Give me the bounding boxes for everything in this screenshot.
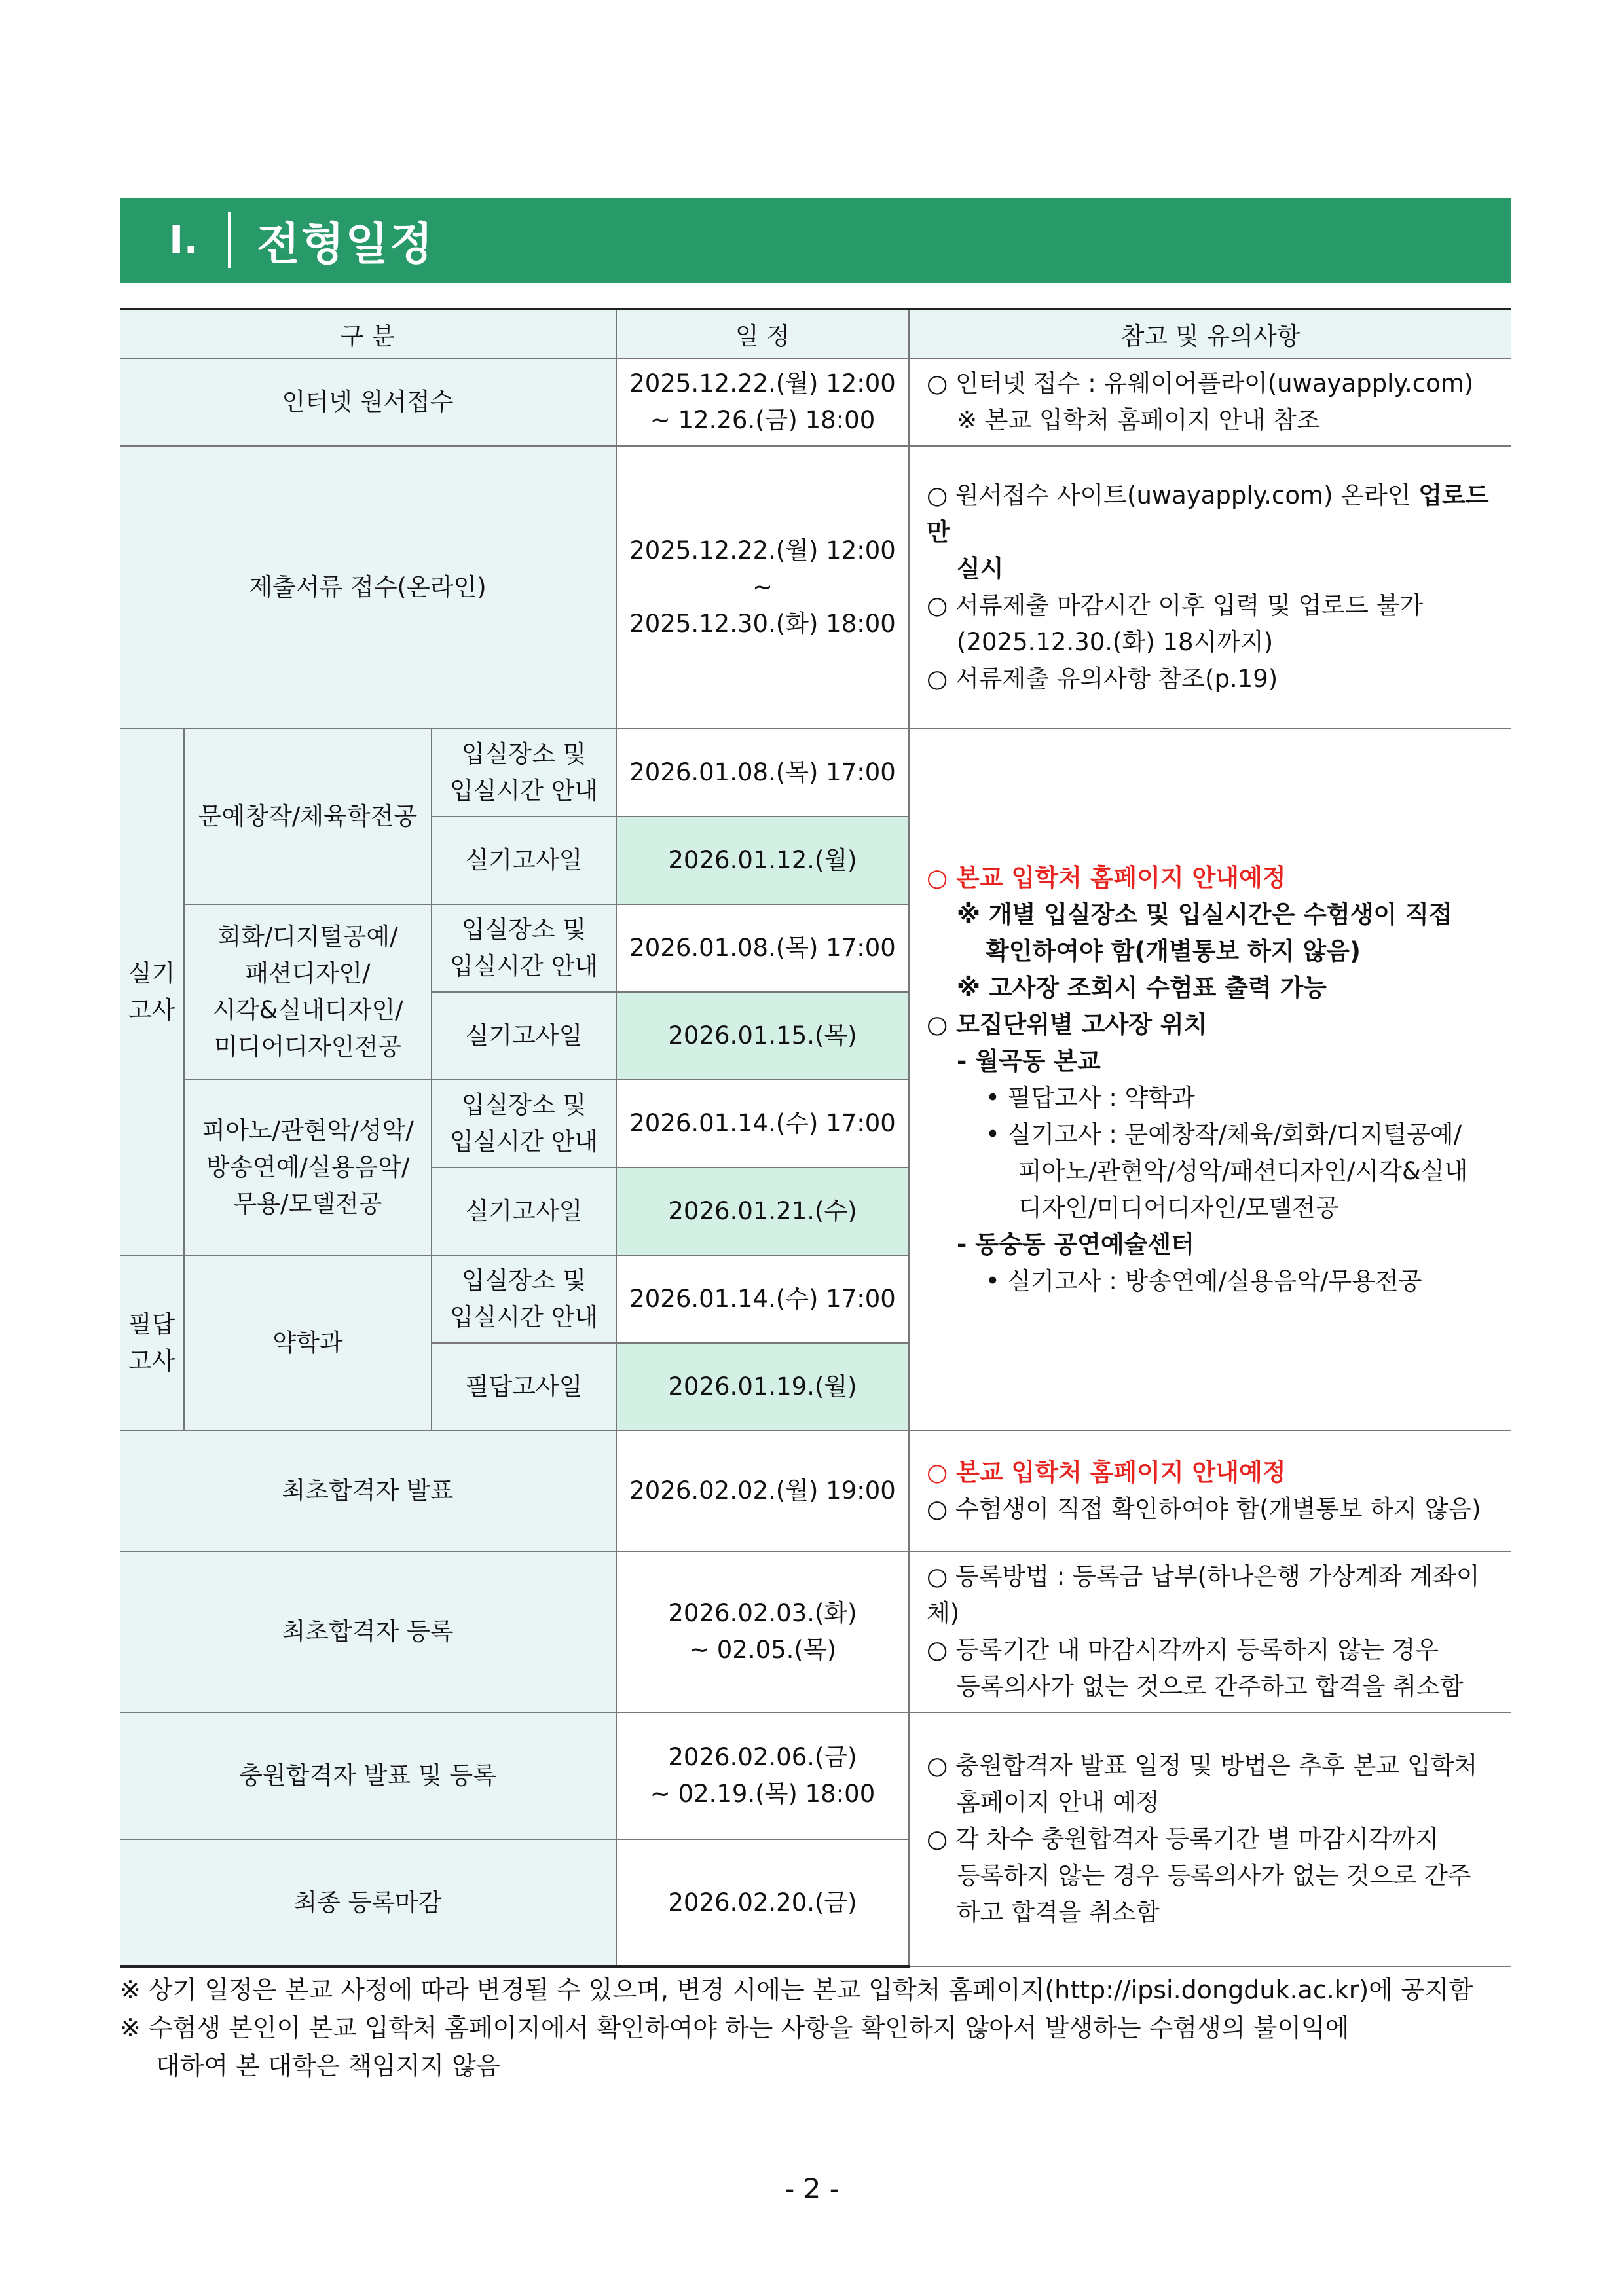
major-group-3: 피아노/관현악/성악/ 방송연예/실용음악/ 무용/모델전공 (184, 1080, 432, 1255)
docs-notes: ○ 원서접수 사이트(uwayapply.com) 온라인 업로드만 실시 ○ 서류제출 마감시간 이후 입력 및 업로드 불가 (2025.12.30.(화) 18시까지) ○ 서류제출 유의사항 참조(p.19) (909, 446, 1511, 729)
docs-label: 제출서류 접수(온라인) (120, 446, 616, 729)
page-number: - 2 - (784, 2173, 840, 2205)
footnote-2: ※ 수험생 본인이 본교 입학처 홈페이지에서 확인하여야 하는 사항을 확인하지 않아서 발생하는 수험생의 불이익에 (120, 2013, 1350, 2042)
section-title: 전형일정 (257, 218, 434, 270)
waitlist-schedule: 2026.02.06.(금) ~ 02.19.(목) 18:00 (616, 1712, 909, 1839)
final-deadline-schedule: 2026.02.20.(금) (616, 1839, 909, 1966)
waitlist-label: 충원합격자 발표 및 등록 (120, 1712, 616, 1839)
practical-day-label: 실기고사일 (432, 1167, 616, 1255)
footnotes (120, 1971, 1521, 2085)
written-exam-group: 필답 고사 (120, 1255, 184, 1431)
table-row (120, 729, 1511, 817)
g3-room-date: 2026.01.14.(수) 17:00 (616, 1080, 909, 1167)
g2-room-date: 2026.01.08.(목) 17:00 (616, 904, 909, 992)
footnote-1: ※ 상기 일정은 본교 사정에 따라 변경될 수 있으며, 변경 시에는 본교 입학처 홈페이지(http://ipsi.dongduk.ac.kr)에 공지함 (120, 1975, 1473, 2004)
practical-exam-group: 실기 고사 (120, 729, 184, 1255)
g4-room-date: 2026.01.14.(수) 17:00 (616, 1255, 909, 1343)
section-header (120, 198, 1511, 283)
final-deadline-label: 최종 등록마감 (120, 1839, 616, 1966)
g3-exam-date: 2026.01.21.(수) (616, 1167, 909, 1255)
internet-notes: ○ 인터넷 접수 : 유웨이어플라이(uwayapply.com) ※ 본교 입학처 홈페이지 안내 참조 (909, 358, 1511, 446)
major-group-1: 문예창작/체육학전공 (184, 729, 432, 904)
practical-day-label: 실기고사일 (432, 992, 616, 1080)
g4-exam-date: 2026.01.19.(월) (616, 1343, 909, 1431)
section-divider (228, 212, 231, 268)
g1-exam-date: 2026.01.12.(월) (616, 817, 909, 904)
final-announce-notes: ○ 본교 입학처 홈페이지 안내예정 ○ 수험생이 직접 확인하여야 함(개별통보 하지 않음) (909, 1431, 1511, 1551)
practical-day-label: 실기고사일 (432, 817, 616, 904)
g2-exam-date: 2026.01.15.(목) (616, 992, 909, 1080)
g1-room-date: 2026.01.08.(목) 17:00 (616, 729, 909, 817)
table-row (120, 1551, 1511, 1712)
header-notes: 참고 및 유의사항 (909, 309, 1511, 358)
table-row (120, 1712, 1511, 1839)
section-number: Ⅰ. (169, 217, 199, 263)
final-register-schedule: 2026.02.03.(화) ~ 02.05.(목) (616, 1551, 909, 1712)
waitlist-notes: ○ 충원합격자 발표 일정 및 방법은 추후 본교 입학처 홈페이지 안내 예정 ○ 각 차수 충원합격자 등록기간 별 마감시각까지 등록하지 않는 경우 등록의사가 없는 것으로 간주 하고 합격을 취소함 (909, 1712, 1511, 1966)
written-day-label: 필답고사일 (432, 1343, 616, 1431)
final-announce-label: 최초합격자 발표 (120, 1431, 616, 1551)
schedule-table (120, 308, 1511, 1968)
room-info-label: 입실장소 및 입실시간 안내 (432, 729, 616, 817)
table-row (120, 446, 1511, 729)
internet-label: 인터넷 원서접수 (120, 358, 616, 446)
footnote-2-cont: 대하여 본 대학은 책임지지 않음 (156, 2051, 500, 2080)
major-group-2: 회화/디지털공예/ 패션디자인/ 시각&실내디자인/ 미디어디자인전공 (184, 904, 432, 1080)
room-info-label: 입실장소 및 입실시간 안내 (432, 1255, 616, 1343)
table-row (120, 358, 1511, 446)
table-header-row (120, 309, 1511, 358)
header-category: 구 분 (120, 309, 616, 358)
docs-schedule: 2025.12.22.(월) 12:00 ~ 2025.12.30.(화) 18:00 (616, 446, 909, 729)
room-info-label: 입실장소 및 입실시간 안내 (432, 904, 616, 992)
final-register-notes: ○ 등록방법 : 등록금 납부(하나은행 가상계좌 계좌이체) ○ 등록기간 내 마감시각까지 등록하지 않는 경우 등록의사가 없는 것으로 간주하고 합격을 취소함 (909, 1551, 1511, 1712)
final-register-label: 최초합격자 등록 (120, 1551, 616, 1712)
exam-notes: ○ 본교 입학처 홈페이지 안내예정 ※ 개별 입실장소 및 입실시간은 수험생이 직접 확인하여야 함(개별통보 하지 않음) ※ 고사장 조회시 수험표 출력 가능 ○ 모집단위별 고사장 위치 - 월곡동 본교 • 필답고사 : 약학과 • 실기고사 : 문예창작/체육/회화/디지털공예/ 피아노/관현악/성악/패션디자인/시각&실내 디자인/미디어디자인/모델전공 - 동숭동 공연예술센터 • 실기고사 : 방송연예/실용음악/무용전공 (909, 729, 1511, 1431)
room-info-label: 입실장소 및 입실시간 안내 (432, 1080, 616, 1167)
major-group-4: 약학과 (184, 1255, 432, 1431)
table-row (120, 1431, 1511, 1551)
final-announce-schedule: 2026.02.02.(월) 19:00 (616, 1431, 909, 1551)
internet-schedule: 2025.12.22.(월) 12:00 ~ 12.26.(금) 18:00 (616, 358, 909, 446)
header-schedule: 일 정 (616, 309, 909, 358)
